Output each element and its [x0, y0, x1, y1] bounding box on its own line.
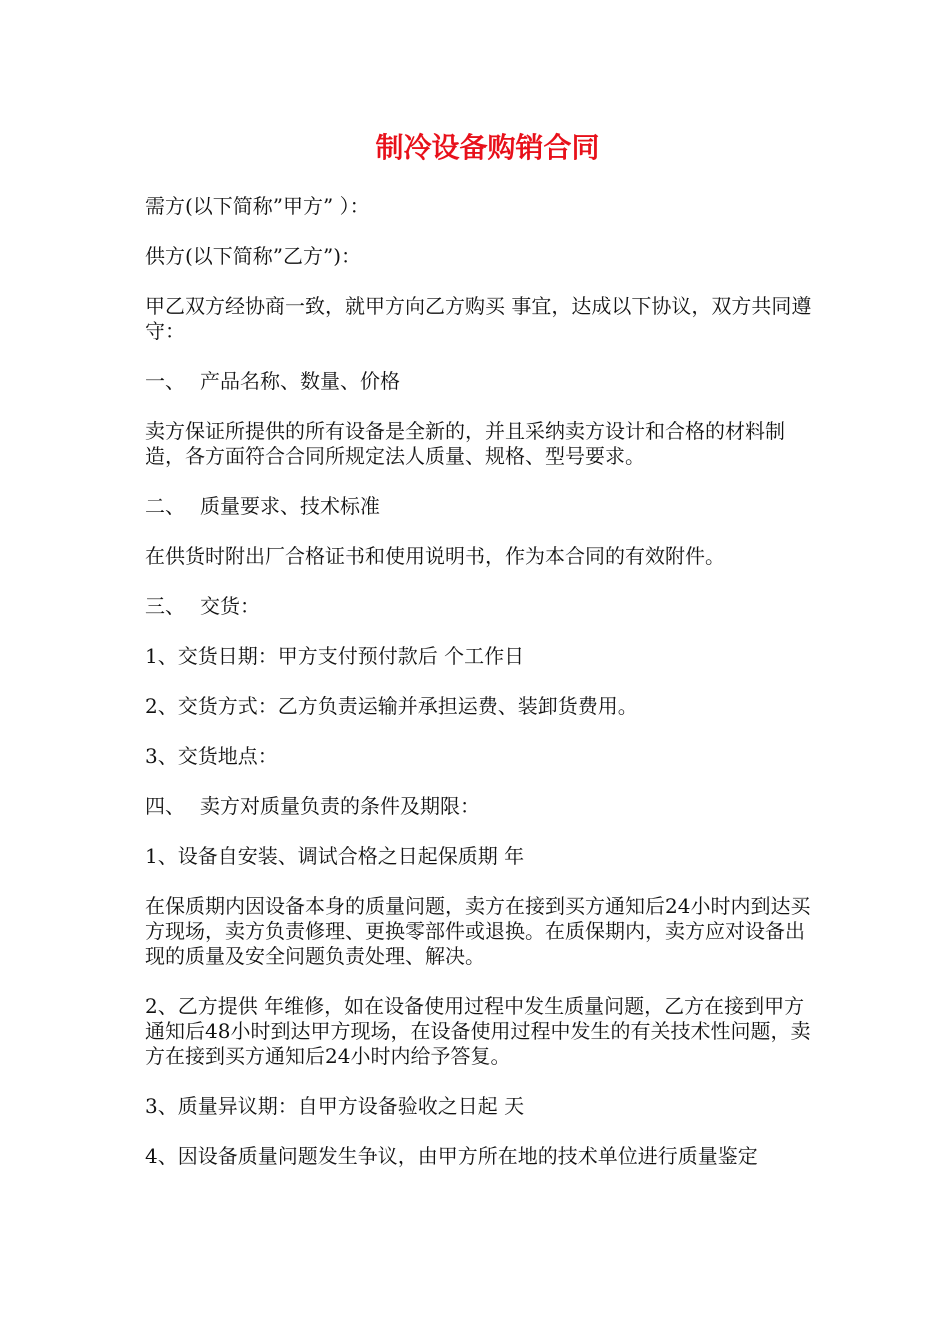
section-number: 三、 — [145, 594, 185, 618]
delivery-method: 2、交货方式：乙方负责运输并承担运费、装卸货费用。 — [145, 694, 638, 718]
objection-period: 3、质量异议期：自甲方设备验收之日起 天 — [145, 1094, 525, 1118]
section-heading-2 — [145, 494, 820, 519]
delivery-place: 3、交货地点： — [145, 744, 278, 768]
warranty-paragraph: 在保质期内因设备本身的质量问题，卖方在接到买方通知后24小时内到达买方现场，卖方负责修理、更换零部件或退换。在质保期内，卖方应对设备出现的质量及安全问题负责处理、解决。 — [145, 894, 811, 968]
section-title: 质量要求、技术标准 — [200, 494, 380, 518]
section-title: 交货： — [200, 594, 260, 618]
delivery-date: 1、交货日期：甲方支付预付款后 个工作日 — [145, 644, 525, 668]
section-2-paragraph: 在供货时附出厂合格证书和使用说明书，作为本合同的有效附件。 — [145, 544, 725, 568]
section-heading-3 — [145, 594, 820, 619]
section-title: 卖方对质量负责的条件及期限： — [200, 794, 480, 818]
section-number: 一、 — [145, 369, 185, 393]
section-number: 二、 — [145, 494, 185, 518]
intro-paragraph: 甲乙双方经协商一致，就甲方向乙方购买 事宜，达成以下协议，双方共同遵守： — [145, 294, 812, 343]
section-heading-1 — [145, 369, 820, 394]
section-title: 产品名称、数量、价格 — [200, 369, 400, 393]
seller-line: 供方(以下简称”乙方”)： — [145, 244, 362, 268]
section-heading-4 — [145, 794, 820, 819]
buyer-line: 需方(以下简称”甲方” ）： — [145, 194, 370, 218]
document-title: 制冷设备购销合同 — [375, 131, 600, 164]
warranty-period: 1、设备自安装、调试合格之日起保质期 年 — [145, 844, 525, 868]
section-1-paragraph: 卖方保证所提供的所有设备是全新的，并且采纳卖方设计和合格的材料制造，各方面符合合同所规定法人质量、规格、型号要求。 — [145, 419, 785, 468]
maintenance-paragraph: 2、乙方提供 年维修，如在设备使用过程中发生质量问题，乙方在接到甲方通知后48小时到达甲方现场，在设备使用过程中发生的有关技术性问题，卖方在接到买方通知后24小时内给予答复。 — [145, 994, 811, 1068]
section-number: 四、 — [145, 794, 185, 818]
dispute-paragraph: 4、因设备质量问题发生争议，由甲方所在地的技术单位进行质量鉴定 — [145, 1144, 758, 1168]
